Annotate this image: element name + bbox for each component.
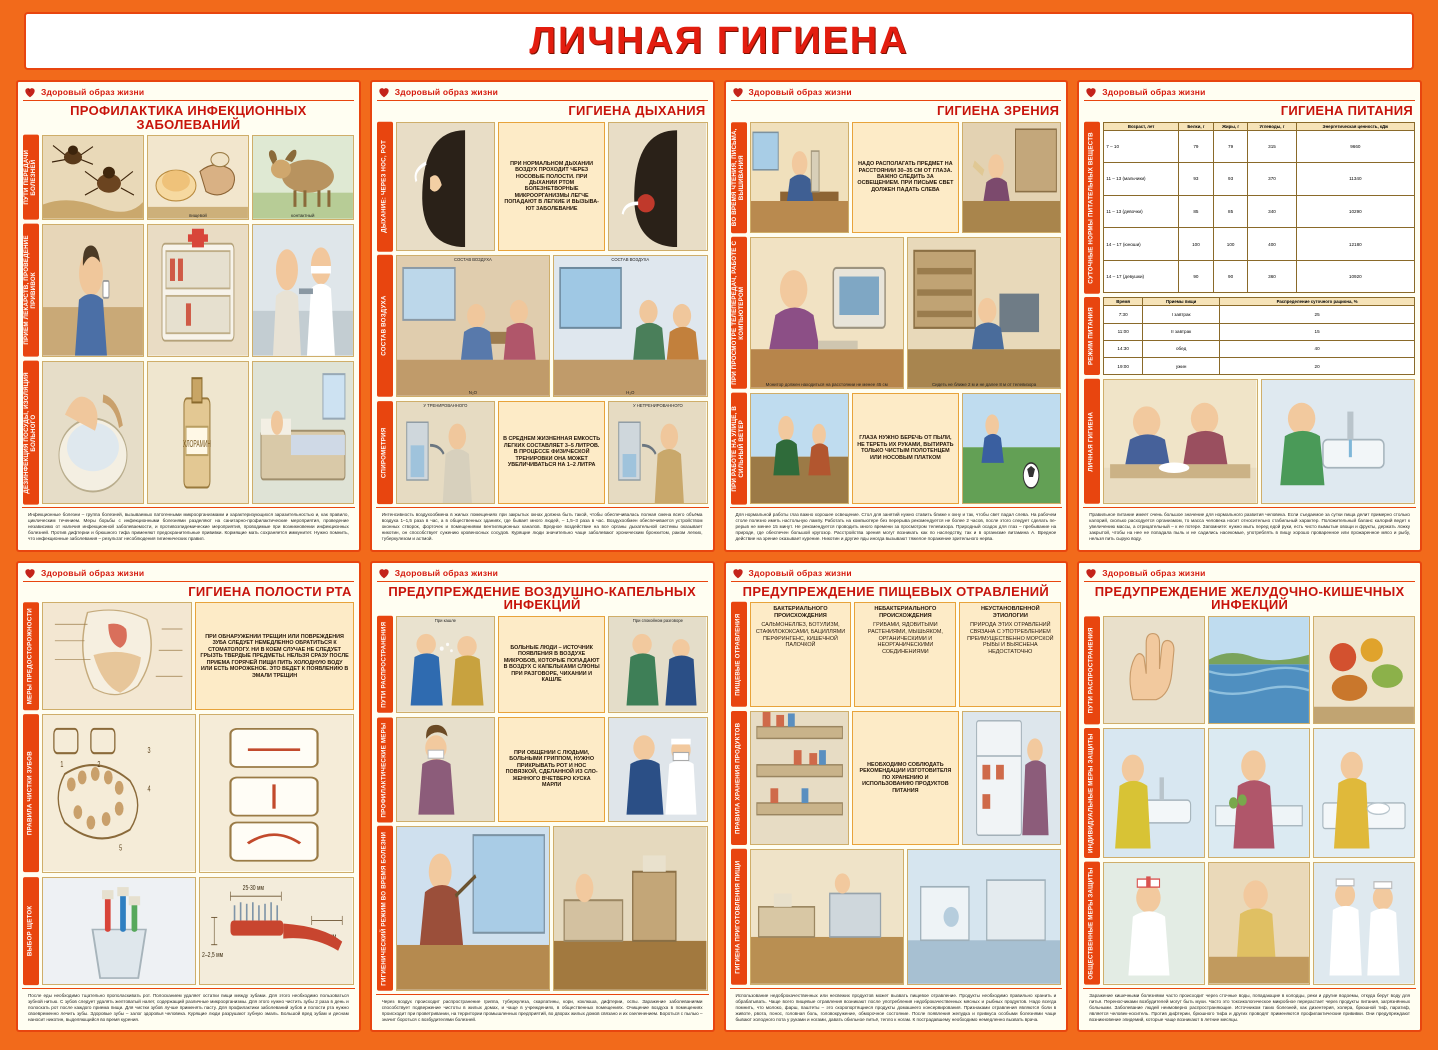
illustration-brushing-steps bbox=[42, 714, 196, 872]
row-label: ВО ВРЕМЯ ЧТЕНИЯ, ПИСЬМА, ВЫШИВАНИЯ bbox=[731, 122, 747, 233]
row-label: ВЫБОР ЩЕТОК bbox=[23, 877, 39, 985]
cell: 10920 bbox=[1296, 260, 1414, 293]
row-individual-protection bbox=[1084, 728, 1415, 858]
row-reading bbox=[731, 122, 1062, 233]
panel-gastro bbox=[1077, 561, 1422, 1033]
illustration-nurse bbox=[1103, 862, 1205, 985]
column-header: Углеводы, г bbox=[1248, 122, 1296, 130]
column-header: Жиры, г bbox=[1213, 122, 1248, 130]
table-row bbox=[1104, 228, 1415, 261]
heart-icon bbox=[23, 85, 37, 99]
cell: 90 bbox=[1213, 260, 1248, 293]
row-spread-ways bbox=[377, 616, 708, 713]
zoj-text: Здоровый образ жизни bbox=[748, 567, 852, 578]
table-row bbox=[1104, 358, 1415, 375]
table-meal-regime bbox=[1103, 297, 1415, 375]
table-row bbox=[1104, 163, 1415, 196]
panel-infection bbox=[16, 80, 361, 552]
caption: пищевой bbox=[188, 212, 207, 218]
caption: контактный bbox=[291, 212, 315, 218]
cell: 14:30 bbox=[1104, 340, 1143, 357]
heart-icon bbox=[1084, 85, 1098, 99]
cell: 7 – 10 bbox=[1104, 130, 1179, 163]
cell: 12180 bbox=[1296, 228, 1414, 261]
cell: 11340 bbox=[1296, 163, 1414, 196]
cell: 11 – 13 (мальчики) bbox=[1104, 163, 1179, 196]
cell: 7:30 bbox=[1104, 306, 1143, 323]
row-label: ПРИЕМ ЛЕКАРСТВ, ПРОВЕДЕНИЕ ПРИВИВОК bbox=[23, 224, 39, 357]
illustration-sick-room-care bbox=[553, 826, 707, 991]
table-daily-norms bbox=[1103, 122, 1415, 294]
illustration-family-meal bbox=[1103, 379, 1257, 504]
cell: 93 bbox=[1179, 163, 1214, 196]
panel-footnote: Интенсивность воздухообмена в жилых помещениях при закрытых окнах должна быть такой, чтобы обеспечивалась полная смена всего объёма воздуха 1–1,5 раза в час, а в общественных зданиях, где бывает много людей, – 1,5–3 раза в час. Воздухообмен обеспечивается устройством оконных створок, форточек и помещениями вентиляционных каналов. Вредное воздействие на все органы дыхательной системы оказывает никотин, он способствует сужению кровеносных сосудов. Курящие люди значительно чаще заболевают хроническим бронхитом, раком легких, туберкулезом и астмой. bbox=[376, 507, 709, 547]
illustration-working-outdoors bbox=[750, 393, 849, 505]
type-heading: НЕБАКТЕРИАЛЬНОГО ПРОИСХОЖДЕНИЯ bbox=[874, 606, 937, 620]
illustration-isolated-patient bbox=[252, 361, 354, 505]
panel-mouth bbox=[16, 561, 361, 1033]
svg-text:ХЛОРАМИН: ХЛОРАМИН bbox=[182, 437, 211, 450]
row-label: ПРИ ПРОСМОТРЕ ТЕЛЕПЕРЕДАЧ, РАБОТЕ С КОМПЬЮТЕРОМ bbox=[731, 237, 747, 389]
row-label: ПРАВИЛА ХРАНЕНИЯ ПРОДУКТОВ bbox=[731, 711, 747, 845]
illustration-computer-work bbox=[750, 237, 904, 389]
zoj-label bbox=[731, 566, 1062, 582]
illustration-brush-dimensions bbox=[199, 877, 353, 985]
row-brushing-rules bbox=[23, 714, 354, 872]
illustration-spirometer-untrained bbox=[608, 401, 707, 504]
row-label: ДЕЗИНФЕКЦИЯ ПОСУДЫ, ИЗОЛЯЦИЯ БОЛЬНОГО bbox=[23, 361, 39, 505]
row-precautions bbox=[23, 602, 354, 710]
cell: 85 bbox=[1179, 195, 1214, 228]
column-header: Время bbox=[1104, 298, 1143, 306]
cell: 90 bbox=[1179, 260, 1214, 293]
illustration-disinfectant bbox=[147, 361, 249, 505]
cell: 79 bbox=[1179, 130, 1214, 163]
caption: СОСТАВ ВОЗДУХА bbox=[611, 257, 650, 263]
storage-text: НЕОБХОДИМО СОБЛЮДАТЬ РЕКОМЕНДАЦИИ ИЗГОТОВИТЕЛЯ ПО ХРАНЕНИЮ И ИСПОЛЬЗОВАНИЮ ПРОДУКТОВ ПИТАНИЯ bbox=[852, 711, 959, 845]
spirometry-text: В СРЕДНЕМ ЖИЗНЕННАЯ ЕМКОСТЬ ЛЕГКИХ СОСТАВЛЯЕТ 3–5 ЛИТРОВ. В ПРОЦЕССЕ ФИЗИЧЕСКОЙ ТРЕНИРОВКИ ОНА МОЖЕТ УВЕЛИЧИВАТЬСЯ НА 1–2 ЛИТРА bbox=[498, 401, 605, 504]
gas-label: H₂O bbox=[626, 390, 635, 396]
illustration-taking-medicine bbox=[42, 224, 144, 357]
illustration-classroom-ventilated bbox=[553, 255, 707, 397]
breathing-text: ПРИ НОРМАЛЬНОМ ДЫХАНИИ ВОЗДУХ ПРОХОДИТ ЧЕРЕЗ НОСОВЫЕ ПОЛОСТИ. ПРИ ДЫХАНИИ РТОМ БОЛЕЗНЕТВОРНЫЕ МИКРООРГАНИЗМЫ ЛЕГЧЕ ПОПАДАЮТ В ЛЕГКИЕ И ВЫЗЫВАЮТ ЗАБОЛЕВАНИЕ bbox=[498, 122, 605, 252]
row-brush-choice bbox=[23, 877, 354, 985]
svg-text:2: 2 bbox=[97, 759, 101, 770]
illustration-mask-woman bbox=[396, 717, 495, 822]
illustration-medical-staff bbox=[1313, 862, 1415, 985]
zoj-text: Здоровый образ жизни bbox=[394, 567, 499, 578]
illustration-refrigerator bbox=[962, 711, 1061, 845]
type-heading: НЕУСТАНОВЛЕННОЙ ЭТИОЛОГИИ bbox=[980, 606, 1040, 620]
illustration-washing-hands bbox=[1261, 379, 1415, 504]
row-sick-regime bbox=[377, 826, 708, 991]
caption: Монитор должен находиться на расстоянии не менее 45 см bbox=[765, 381, 888, 387]
illustration-dirty-hands bbox=[1103, 616, 1205, 724]
illustration-woman-washing-vegetables bbox=[1208, 728, 1310, 858]
row-label: ПРИ РАБОТЕ НА УЛИЦЕ, В СИЛЬНЫЙ ВЕТЕР bbox=[731, 393, 747, 505]
cell: 20 bbox=[1220, 358, 1415, 375]
cell: 79 bbox=[1213, 130, 1248, 163]
cell: 15 bbox=[1220, 323, 1415, 340]
table-row bbox=[1104, 260, 1415, 293]
row-transmission bbox=[23, 135, 354, 220]
outdoor-text: ГЛАЗА НУЖНО БЕРЕЧЬ ОТ ПЫЛИ, НЕ ТЕРЕТЬ ИХ РУКАМИ, ВЫТИРАТЬ ТОЛЬКО ЧИСТЫМ ПОЛОТЕНЦЕМ ИЛИ НОСОВЫМ ПЛАТКОМ bbox=[852, 393, 959, 505]
panel-title: ГИГИЕНА ПИТАНИЯ bbox=[1280, 103, 1413, 118]
row-screen-distance bbox=[731, 237, 1062, 389]
precautions-text: ПРИ ОБНАРУЖЕНИИ ТРЕЩИН ИЛИ ПОВРЕЖДЕНИЯ ЗУБА СЛЕДУЕТ НЕМЕДЛЕННО ОБРАТИТЬСЯ К СТОМАТОЛОГУ. НИ В КОЕМ СЛУЧАЕ НЕ СЛЕДУЕТ ГРЫЗТЬ ТВЕРДЫЕ ПРЕДМЕТЫ. НЕЛЬЗЯ СРАЗУ ПОСЛЕ ПРИЕМА ГОРЯЧЕЙ ПИЩИ ПИТЬ ХОЛОДНУЮ ВОДУ ИЛИ ЕСТЬ МОРОЖЕНОЕ. ЭТО ВЕДЕТ К ПОЯВЛЕНИЮ В ЭМАЛИ ТРЕЩИН bbox=[195, 602, 353, 710]
panel-footnote: Использование недоброкачественных или несвежих продуктов может вызвать пищевое отравление. Продукты необходимо правильно хранить и обрабатывать. Чаще всего пищевые отравления возникают после употребления недоброкачественных мясных и рыбных продуктов. Надо всегда помнить, что молоко, фарш, паштеты – это скоропортящиеся продукты домашнего консервирования. Признаками отравления являются боли в животе, рвота, понос, головная боль, головокружение, обморочное состояние. После появления желудка и привкуса особыми болезнями чаще бывают холодного пота у руками и ногами, давать обильное питьё, тепло к ногам. К пострадавшему необходимо немедленно вызвать врача. bbox=[730, 988, 1063, 1028]
cell: 25 bbox=[1220, 306, 1415, 323]
cell: 9660 bbox=[1296, 130, 1414, 163]
cell: 40 bbox=[1220, 340, 1415, 357]
illustration-classroom-closed bbox=[396, 255, 550, 397]
illustration-boy-washing-hands bbox=[1103, 728, 1205, 858]
cell: 100 bbox=[1179, 228, 1214, 261]
column-header: Распределение суточного рациона, % bbox=[1220, 298, 1415, 306]
zoj-label bbox=[23, 566, 354, 582]
illustration-brush-cup bbox=[42, 877, 196, 985]
illustration-brushing-direction bbox=[199, 714, 353, 872]
cell: 14 – 17 (девушки) bbox=[1104, 260, 1179, 293]
illustration-insects bbox=[42, 135, 144, 220]
row-poisoning-types bbox=[731, 602, 1062, 707]
zoj-label bbox=[23, 85, 354, 101]
panel-airborne bbox=[370, 561, 715, 1033]
cell: 11 – 13 (девочки) bbox=[1104, 195, 1179, 228]
row-outdoor-eyes bbox=[731, 393, 1062, 505]
heart-icon bbox=[731, 566, 745, 580]
cell: 370 bbox=[1248, 163, 1296, 196]
svg-text:3: 3 bbox=[147, 745, 151, 756]
illustration-doctor-mask bbox=[608, 717, 707, 822]
table-row bbox=[1104, 306, 1415, 323]
cell: 400 bbox=[1248, 228, 1296, 261]
illustration-kitchen-cooking bbox=[750, 849, 904, 985]
panel-footnote: Заражение кишечными болезнями часто происходит через сточные воды, попадающие в колодцы, реки и другие водоемы, откуда берут воду для питья. Переносчиками возбудителей могут быть мухи. Часто это токсикологическое микробное перерастает через продукты питания, загрязнённых больными. Заболевание людей неимоверно распространяющие. Источником таких болезней, как дизентерия, холера, брюшной тиф, паратиф, является человек-носитель. Против дифтерии, брюшного тифа и других проводят применяются профилактические прививки. Они предупреждают возникновение эпидемий, которые чаще возникают в летние месяцы. bbox=[1083, 988, 1416, 1028]
illustration-contact-transmission bbox=[252, 135, 354, 220]
panel-vision bbox=[724, 80, 1069, 552]
cell: 19:00 bbox=[1104, 358, 1143, 375]
cell: 360 bbox=[1248, 260, 1296, 293]
illustration-patient-examination bbox=[1208, 862, 1310, 985]
row-label: МЕРЫ ПРЕДОСТОРОЖНОСТИ bbox=[23, 602, 39, 710]
cell: 85 bbox=[1213, 195, 1248, 228]
row-label: ИНДИВИДУАЛЬНЫЕ МЕРЫ ЗАЩИТЫ bbox=[1084, 728, 1100, 858]
zoj-label bbox=[1084, 566, 1415, 582]
table-row bbox=[1104, 340, 1415, 357]
type-body: ГРИБАМИ, ЯДОВИТЫМИ РАСТЕНИЯМИ, МЫШЬЯКОМ, ОРГАНИЧЕСКИМИ И НЕОРГАНИЧЕСКИМИ СОЕДИНЕНИЯМИ bbox=[867, 622, 943, 656]
panels-grid bbox=[10, 80, 1428, 1032]
panel-title: ПРЕДУПРЕЖДЕНИЕ ЖЕЛУДОЧНО-КИШЕЧНЫХ ИНФЕКЦИЙ bbox=[1094, 583, 1405, 613]
prophylaxis-text: ПРИ ОБЩЕНИИ С ЛЮДЬМИ, БОЛЬНЫМИ ГРИППОМ, НУЖНО ПРИКРЫВАТЬ РОТ И НОС ПОВЯЗКОЙ, СДЕЛАННОЙ ИЗ СЛОЖЕННОГО ВЧЕТВЕРО КУСКА МАРЛИ bbox=[498, 717, 605, 822]
row-storage-rules bbox=[731, 711, 1062, 845]
row-label: СОСТАВ ВОЗДУХА bbox=[377, 255, 393, 397]
row-disinfection bbox=[23, 361, 354, 505]
illustration-tooth-anatomy bbox=[42, 602, 192, 710]
illustration-coughing bbox=[396, 616, 495, 713]
cell: 100 bbox=[1213, 228, 1248, 261]
gas-label: N₂O bbox=[468, 390, 478, 396]
cell: ужин bbox=[1143, 358, 1220, 375]
panel-title: ПРЕДУПРЕЖДЕНИЕ ВОЗДУШНО-КАПЕЛЬНЫХ ИНФЕКЦИЙ bbox=[388, 583, 696, 613]
panel-footnote: Инфекционные болезни – группа болезней, вызываемых патогенными микроорганизмами и характеризующихся заразительностью и, как правило, циклическим течением. Меры борьбы с инфекционными болезнями разделяют на санитарно-профилактические мероприятия, проведение независимо от наличия инфекционной заболеваемости, и противоэпидемические мероприятия, проводимые при возникновении инфекционных болезней. Против дифтерии и брюшного тифа применяют предохранительные прививки. Кормящие мать сохраняется иммунитет. Нужно помнить, что инфекционные заболевания – результат несоблюдения гигиенических правил. bbox=[22, 507, 355, 547]
cell: II завтрак bbox=[1143, 323, 1220, 340]
row-label: ПУТИ ПЕРЕДАЧИ БОЛЕЗНЕЙ bbox=[23, 135, 39, 220]
table-row bbox=[1104, 323, 1415, 340]
panel-title: ПРЕДУПРЕЖДЕНИЕ ПИЩЕВЫХ ОТРАВЛЕНИЙ bbox=[742, 583, 1050, 599]
cell: 10290 bbox=[1296, 195, 1414, 228]
row-cooking-hygiene bbox=[731, 849, 1062, 985]
illustration-food-transmission bbox=[147, 135, 249, 220]
row-meal-regime bbox=[1084, 297, 1415, 375]
heart-icon bbox=[1084, 566, 1098, 580]
cell: I завтрак bbox=[1143, 306, 1220, 323]
illustration-playing-football bbox=[962, 393, 1061, 505]
cell: 14 – 17 (юноши) bbox=[1104, 228, 1179, 261]
zoj-label bbox=[377, 566, 708, 582]
row-prophylaxis bbox=[377, 717, 708, 822]
zoj-text: Здоровый образ жизни bbox=[41, 87, 145, 97]
type-body: ПРИРОДА ЭТИХ ОТРАВЛЕНИЙ СВЯЗАНА С УПОТРЕБЛЕНИЕМ ПРЕИМУЩЕСТВЕННО МОРСКОЙ РЫБЫ И ВЫЯСНЕНА НЕДОСТАТОЧНО bbox=[967, 622, 1054, 656]
cell: 93 bbox=[1213, 163, 1248, 196]
row-medication bbox=[23, 224, 354, 357]
zoj-text: Здоровый образ жизни bbox=[394, 87, 499, 97]
poisoning-type-bacterial bbox=[750, 602, 852, 707]
row-label: ПУТИ РАСПРОСТРАНЕНИЯ bbox=[1084, 616, 1100, 724]
row-label: РЕЖИМ ПИТАНИЯ bbox=[1084, 297, 1100, 375]
column-header: Энергетическая ценность, кДж bbox=[1296, 122, 1414, 130]
zoj-text: Здоровый образ жизни bbox=[41, 567, 145, 578]
row-label: ПИЩЕВЫЕ ОТРАВЛЕНИЯ bbox=[731, 602, 747, 707]
type-heading: БАКТЕРИАЛЬНОГО ПРОИСХОЖДЕНИЯ bbox=[773, 606, 828, 620]
illustration-unwashed-fruits bbox=[1313, 616, 1415, 724]
dimension-label-a: 25-30 мм bbox=[243, 883, 265, 893]
row-personal-hygiene bbox=[1084, 379, 1415, 504]
row-spirometry bbox=[377, 401, 708, 504]
svg-text:5: 5 bbox=[119, 842, 123, 854]
cell: 11:00 bbox=[1104, 323, 1143, 340]
illustration-reading-lamp bbox=[962, 122, 1061, 233]
svg-text:1: 1 bbox=[60, 759, 64, 770]
illustration-talking bbox=[608, 616, 707, 713]
row-breathing-modes bbox=[377, 122, 708, 252]
caption: Сидеть не ближе 2 м и не далее 8 м от телевизора bbox=[931, 381, 1037, 387]
illustration-washing-dishes-sink bbox=[1313, 728, 1415, 858]
panel-breathing bbox=[370, 80, 715, 552]
panel-food-poisoning bbox=[724, 561, 1069, 1033]
caption: У НЕТРЕНИРОВАННОГО bbox=[632, 403, 683, 409]
panel-footnote: Для нормальной работы глаз важно хорошее освещение. Стол для занятий нужно ставить ближе к окну и так, чтобы свет падал слева. На рабочем столе полезно иметь настольную лампу. Работать на компьютере без перерыва рекомендуется не более 2 часов, после этого следует сделать перерыв не менее 15 минут. Не рекомендуется проводить много времени за просмотром телевизора. Природный осадок для глаз – пребывание на природе, где обеспечен большой кругозор. Расстройства зрения могут возникать как по наследству, так и в организме витамина А. Вредное действие на зрение оказывает курение. Никотин и другие яды иногда вызывают тяжелое поражение зрительного нерва. bbox=[730, 507, 1063, 547]
panel-title: ПРОФИЛАКТИКА ИНФЕКЦИОННЫХ ЗАБОЛЕВАНИЙ bbox=[70, 103, 307, 132]
illustration-airing-room bbox=[396, 826, 550, 991]
zoj-text: Здоровый образ жизни bbox=[1102, 87, 1206, 97]
row-label: ЛИЧНАЯ ГИГИЕНА bbox=[1084, 379, 1100, 504]
heart-icon bbox=[377, 566, 391, 580]
zoj-text: Здоровый образ жизни bbox=[1102, 567, 1206, 578]
caption: При спокойном разговоре bbox=[632, 617, 683, 623]
panel-title: ГИГИЕНА ДЫХАНИЯ bbox=[568, 103, 706, 118]
caption: СОСТАВ ВОЗДУХА bbox=[454, 257, 492, 263]
reading-text: НАДО РАСПОЛАГАТЬ ПРЕДМЕТ НА РАССТОЯНИИ 30–35 СМ ОТ ГЛАЗА. ВАЖНО СЛЕДИТЬ ЗА ОСВЕЩЕНИЕМ. ПРИ ПИСЬМЕ СВЕТ ДОЛЖЕН ПАДАТЬ СЛЕВА bbox=[852, 122, 959, 233]
illustration-vaccination bbox=[252, 224, 354, 357]
cell: 340 bbox=[1248, 195, 1296, 228]
panel-footnote: После еды необходимо тщательно прополаскивать рот. Полосканием удаляет остатки пищи между зубами. Для этого необходимо пользоваться зубной нитью. С зубов следует удалять желтоватый налет, содержащий различные микроорганизмы. Для этого нужно чистить зубы 2 раза в день и полоскать рот после каждого приема пищи. Для чистки зубов лучше применять пасту. Для профилактики заболеваний зубов и полости рта нужно своевременно лечить зубы. Здоровые зубы – залог здоровья человека. Курящие люди разрушают зубную эмаль. Большой вред зубам и деснам наносит никотин, выделяющийся во время курения. bbox=[22, 988, 355, 1028]
illustration-shop-shelves bbox=[750, 711, 849, 845]
illustration-clean-kitchen bbox=[907, 849, 1061, 985]
row-air-composition bbox=[377, 255, 708, 397]
poisoning-type-unknown bbox=[959, 602, 1061, 707]
caption: При кашле bbox=[434, 617, 456, 623]
column-header: Белки, г bbox=[1179, 122, 1214, 130]
illustration-nose-breathing bbox=[396, 122, 495, 252]
column-header: Приемы пищи bbox=[1143, 298, 1220, 306]
poisoning-type-nonbacterial bbox=[854, 602, 956, 707]
row-label: ДЫХАНИЕ: ЧЕРЕЗ НОС, РОТ bbox=[377, 122, 393, 252]
zoj-label bbox=[377, 85, 708, 101]
heart-icon bbox=[377, 85, 391, 99]
row-spread-paths bbox=[1084, 616, 1415, 724]
row-label: ОБЩЕСТВЕННЫЕ МЕРЫ ЗАЩИТЫ bbox=[1084, 862, 1100, 985]
svg-text:4: 4 bbox=[147, 783, 151, 795]
row-label: ГИГИЕНА ПРИГОТОВЛЕНИЯ ПИЩИ bbox=[731, 849, 747, 985]
row-public-protection bbox=[1084, 862, 1415, 985]
illustration-mouth-breathing bbox=[608, 122, 707, 252]
zoj-label bbox=[731, 85, 1062, 101]
panel-footnote: Через воздух происходит распространение гриппа, туберкулеза, скарлатины, кори, коклюша, дифтерии, оспы. Заражение заболеваниями способствует подвержение чистоты в жилых домах, и чаще в учреждениях, в общественных помещениях. Очищение воздуха в помещениях происходит при проветривании, на территории промышленных предприятий, во дворах жилых домов связано и их озеленением. Бороться с пылью – значит бороться с возбудителями болезней. bbox=[376, 994, 709, 1028]
illustration-tv-distance bbox=[907, 237, 1061, 389]
illustration-first-aid-kit bbox=[147, 224, 249, 357]
illustration-reading-at-desk bbox=[750, 122, 849, 233]
panel-nutrition bbox=[1077, 80, 1422, 552]
caption: У ТРЕНИРОВАННОГО bbox=[423, 403, 468, 409]
row-label: ГИГИЕНИЧЕСКИЙ РЕЖИМ ВО ВРЕМЯ БОЛЕЗНИ bbox=[377, 826, 393, 991]
cell: обед bbox=[1143, 340, 1220, 357]
table-row bbox=[1104, 195, 1415, 228]
type-body: САЛЬМОНЕЛЛЕЗ, БОТУЛИЗМ, СТАФИЛОКОКСАМИ, БАЦИЛЛЯМИ ПЕРФРИНГЕНС, КИШЕЧНОЙ ПАЛОЧКОЙ bbox=[755, 622, 846, 649]
cell: 315 bbox=[1248, 130, 1296, 163]
table-row bbox=[1104, 130, 1415, 163]
page-title: ЛИЧНАЯ ГИГИЕНА bbox=[529, 19, 909, 62]
zoj-label bbox=[1084, 85, 1415, 101]
illustration-washing-dishes bbox=[42, 361, 144, 505]
row-label: СПИРОМЕТРИЯ bbox=[377, 401, 393, 504]
row-label: ПРОФИЛАКТИЧЕСКИЕ МЕРЫ bbox=[377, 717, 393, 822]
illustration-open-water bbox=[1208, 616, 1310, 724]
row-label: ПРАВИЛА ЧИСТКИ ЗУБОВ bbox=[23, 714, 39, 872]
row-daily-norms bbox=[1084, 122, 1415, 294]
spread-text: БОЛЬНЫЕ ЛЮДИ – ИСТОЧНИК ПОЯВЛЕНИЯ В ВОЗДУХЕ МИКРОБОВ, КОТОРЫЕ ПОПАДАЮТ В ВОЗДУХ С КАПЕЛЬКАМИ СЛЮНЫ ПРИ РАЗГОВОРЕ, ЧИХАНИИ И КАШЛЕ bbox=[498, 616, 605, 713]
heart-icon bbox=[23, 566, 37, 580]
poster-title-bar bbox=[24, 12, 1414, 70]
panel-title: ГИГИЕНА ПОЛОСТИ РТА bbox=[188, 583, 352, 599]
zoj-text: Здоровый образ жизни bbox=[748, 87, 852, 97]
panel-title: ГИГИЕНА ЗРЕНИЯ bbox=[937, 103, 1060, 118]
dimension-label-b: 2–2,5 мм bbox=[202, 950, 224, 959]
row-label: ПУТИ РАСПРОСТРАНЕНИЯ bbox=[377, 616, 393, 713]
column-header: Возраст, лет bbox=[1104, 122, 1179, 130]
heart-icon bbox=[731, 85, 745, 99]
illustration-spirometer-trained bbox=[396, 401, 495, 504]
panel-footnote: Правильное питание имеет очень большое значение для нормального развития человека. Если съедаемое за сутки пища делит примерно столько калорий, сколько расходуется организмом, то масса человека носит относительно стабильный характер. Положительный баланс калорий ведет к увеличению массы, а отрицательный – к ее потере. Запомните: нужно мыть перед едой руки, есть чисто вымытые овощи и фрукты, держать ложку закрытой, чтобы на нее не попадала пыль и не садились насекомые, употреблять в пищу хорошо проваренное или прожаренное мясо и рыбу, нельзя пить сырую воду. bbox=[1083, 507, 1416, 547]
row-label: СУТОЧНЫЕ НОРМЫ ПИТАТЕЛЬНЫХ ВЕЩЕСТВ bbox=[1084, 122, 1100, 294]
